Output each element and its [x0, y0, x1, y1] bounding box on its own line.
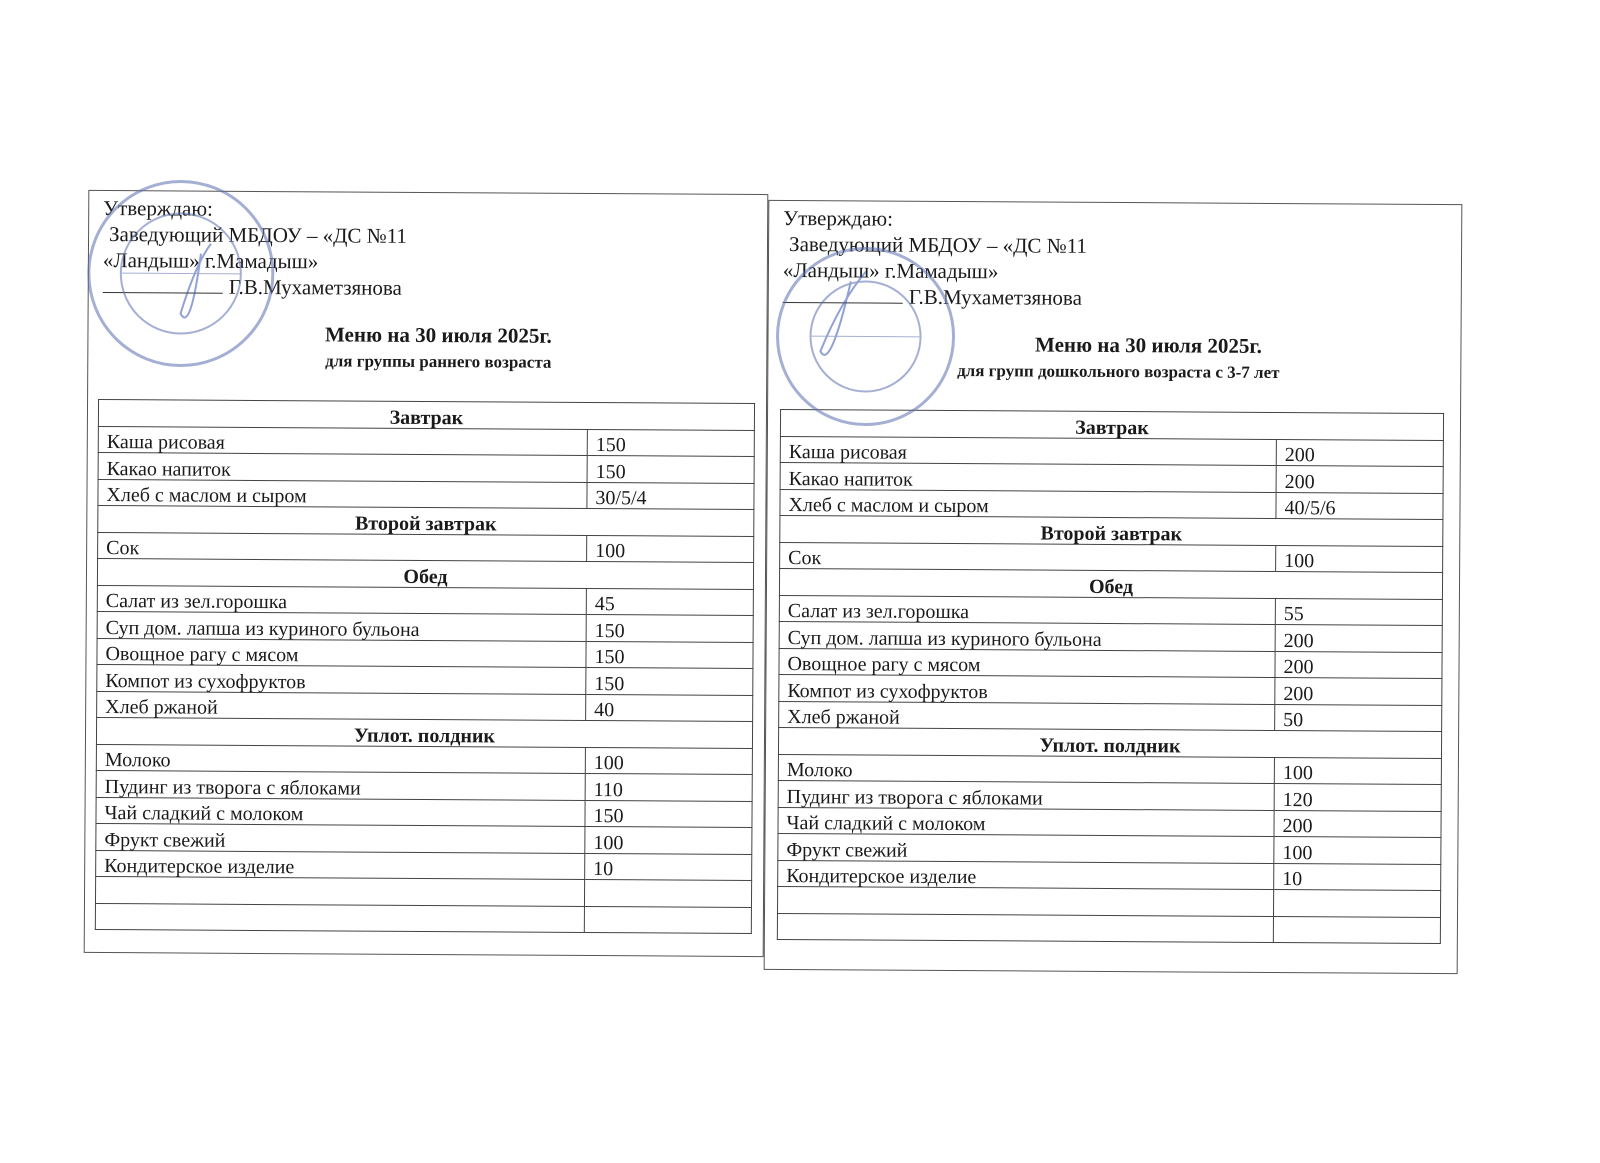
table-row	[779, 648, 1442, 679]
table-row	[96, 850, 752, 881]
section-title: Завтрак	[98, 399, 754, 430]
dish-name: Какао напиток	[780, 462, 1276, 492]
portion-size: 110	[585, 773, 752, 801]
table-row	[778, 807, 1441, 838]
table-row	[97, 664, 753, 695]
section-title: Уплот. полдник	[96, 717, 752, 748]
dish-name: Суп дом. лапша из куриного бульона	[779, 621, 1275, 651]
dish-name: Каша рисовая	[780, 436, 1276, 466]
dish-name: Какао напиток	[98, 452, 587, 481]
table-row	[780, 436, 1443, 467]
section-row	[98, 399, 754, 430]
menu-table	[777, 409, 1444, 944]
portion-size: 150	[587, 455, 754, 483]
menu-heading	[908, 332, 1328, 384]
table-row	[95, 903, 751, 934]
portion-size: 120	[1274, 783, 1441, 811]
portion-size	[1273, 916, 1440, 944]
approval-org: «Ландыш» г.Мамадыш»	[102, 248, 319, 274]
dish-name: Суп дом. лапша из куриного бульона	[97, 611, 586, 640]
section-title: Завтрак	[780, 409, 1443, 440]
signature-line	[103, 292, 223, 294]
table-row	[96, 823, 752, 854]
menu-subtitle: для группы раннего возраста	[325, 351, 552, 372]
table-row	[777, 913, 1440, 944]
table-row	[779, 595, 1442, 626]
portion-size: 200	[1275, 677, 1442, 705]
table-row	[98, 452, 754, 483]
menu-table	[95, 399, 755, 934]
portion-size: 200	[1275, 624, 1442, 652]
table-row	[779, 674, 1442, 705]
table-row	[778, 860, 1441, 891]
table-row	[778, 754, 1441, 785]
dish-name: Компот из сухофруктов	[97, 664, 586, 693]
approval-name: Г.В.Мухаметзянова	[228, 274, 402, 300]
table-row	[778, 886, 1441, 917]
dish-name: Салат из зел.горошка	[779, 595, 1275, 625]
dish-name: Каша рисовая	[98, 426, 587, 455]
section-row	[779, 568, 1442, 599]
approval-org: «Ландыш» г.Мамадыш»	[782, 257, 999, 284]
portion-size: 55	[1275, 598, 1442, 626]
approval-label: Утверждаю:	[783, 205, 894, 231]
dish-name: Чай сладкий с молоком	[96, 797, 585, 826]
approval-position: Заведующий МБДОУ – «ДС №11	[789, 232, 1088, 258]
dish-name: Сок	[780, 542, 1276, 572]
dish-name	[95, 903, 584, 932]
portion-size: 40/5/6	[1276, 492, 1443, 520]
table-row	[778, 780, 1441, 811]
table-row	[98, 426, 754, 457]
approval-label: Утверждаю:	[103, 196, 214, 221]
dish-name: Кондитерское изделие	[96, 850, 585, 879]
dish-name: Пудинг из творога с яблоками	[778, 780, 1274, 810]
portion-size: 100	[585, 747, 752, 775]
table-row	[96, 797, 752, 828]
dish-name: Пудинг из творога с яблоками	[96, 770, 585, 799]
portion-size: 100	[1274, 836, 1441, 864]
menu-title: Меню на 30 июля 2025г.	[1035, 332, 1262, 358]
menu-title: Меню на 30 июля 2025г.	[324, 322, 552, 348]
dish-name	[777, 913, 1273, 943]
portion-size: 200	[1275, 651, 1442, 679]
approval-signature-line	[783, 283, 1087, 311]
section-title: Уплот. полдник	[778, 727, 1441, 758]
portion-size: 200	[1276, 439, 1443, 467]
dish-name	[778, 886, 1274, 916]
dish-name: Чай сладкий с молоком	[778, 807, 1274, 837]
portion-size: 10	[585, 853, 752, 881]
table-row	[96, 744, 752, 775]
table-row	[97, 638, 753, 669]
section-row	[778, 727, 1441, 758]
menu-heading	[288, 322, 588, 373]
signature-line	[783, 302, 903, 304]
dish-name: Компот из сухофруктов	[779, 674, 1275, 704]
dish-name: Молоко	[778, 754, 1274, 784]
section-title: Обед	[779, 568, 1442, 599]
dish-name: Сок	[98, 532, 587, 561]
menu-panel-preschool	[764, 200, 1463, 974]
dish-name: Овощное рагу с мясом	[779, 648, 1275, 678]
table-row	[780, 542, 1443, 573]
portion-size: 40	[586, 694, 753, 722]
portion-size: 100	[1274, 757, 1441, 785]
menu-panel-early-age	[84, 190, 769, 957]
table-row	[98, 479, 754, 510]
approval-signature-line	[103, 273, 407, 301]
portion-size: 10	[1274, 863, 1441, 891]
portion-size: 100	[585, 826, 752, 854]
table-row	[98, 532, 754, 563]
portion-size: 150	[587, 429, 754, 457]
menu-subtitle: для групп дошкольного возраста с 3-7 лет	[957, 361, 1280, 383]
dish-name: Фрукт свежий	[778, 833, 1274, 863]
table-row	[778, 833, 1441, 864]
dish-name: Хлеб с маслом и сыром	[780, 489, 1276, 519]
portion-size	[584, 906, 751, 934]
approval-name: Г.В.Мухаметзянова	[908, 284, 1083, 310]
table-row	[780, 462, 1443, 493]
section-title: Обед	[97, 558, 753, 589]
portion-size: 150	[586, 641, 753, 669]
table-row	[779, 701, 1442, 732]
portion-size	[1273, 889, 1440, 917]
table-row	[779, 621, 1442, 652]
portion-size: 50	[1275, 704, 1442, 732]
dish-name: Хлеб ржаной	[779, 701, 1275, 731]
table-row	[97, 611, 753, 642]
approval-position: Заведующий МБДОУ – «ДС №11	[108, 222, 408, 248]
section-row	[780, 515, 1443, 546]
dish-name: Кондитерское изделие	[778, 860, 1274, 890]
section-row	[96, 717, 752, 748]
dish-name: Фрукт свежий	[96, 823, 585, 852]
portion-size: 200	[1276, 465, 1443, 493]
dish-name: Овощное рагу с мясом	[97, 638, 586, 667]
approval-block	[783, 205, 1088, 311]
table-row	[97, 585, 753, 616]
dish-name: Хлеб ржаной	[97, 691, 586, 720]
portion-size: 45	[586, 588, 753, 616]
section-title: Второй завтрак	[780, 515, 1443, 546]
table-row	[96, 770, 752, 801]
portion-size: 100	[587, 535, 754, 563]
approval-block	[103, 195, 408, 301]
portion-size: 30/5/4	[587, 482, 754, 510]
dish-name	[95, 876, 584, 905]
dish-name: Хлеб с маслом и сыром	[98, 479, 587, 508]
portion-size: 150	[586, 614, 753, 642]
portion-size: 150	[586, 667, 753, 695]
table-row	[780, 489, 1443, 520]
portion-size: 150	[585, 800, 752, 828]
section-row	[97, 558, 753, 589]
portion-size: 100	[1276, 545, 1443, 573]
section-title: Второй завтрак	[98, 505, 754, 536]
table-row	[97, 691, 753, 722]
section-row	[780, 409, 1443, 440]
portion-size: 200	[1274, 810, 1441, 838]
dish-name: Салат из зел.горошка	[97, 585, 586, 614]
section-row	[98, 505, 754, 536]
table-row	[95, 876, 751, 907]
dish-name: Молоко	[96, 744, 585, 773]
portion-size	[584, 879, 751, 907]
